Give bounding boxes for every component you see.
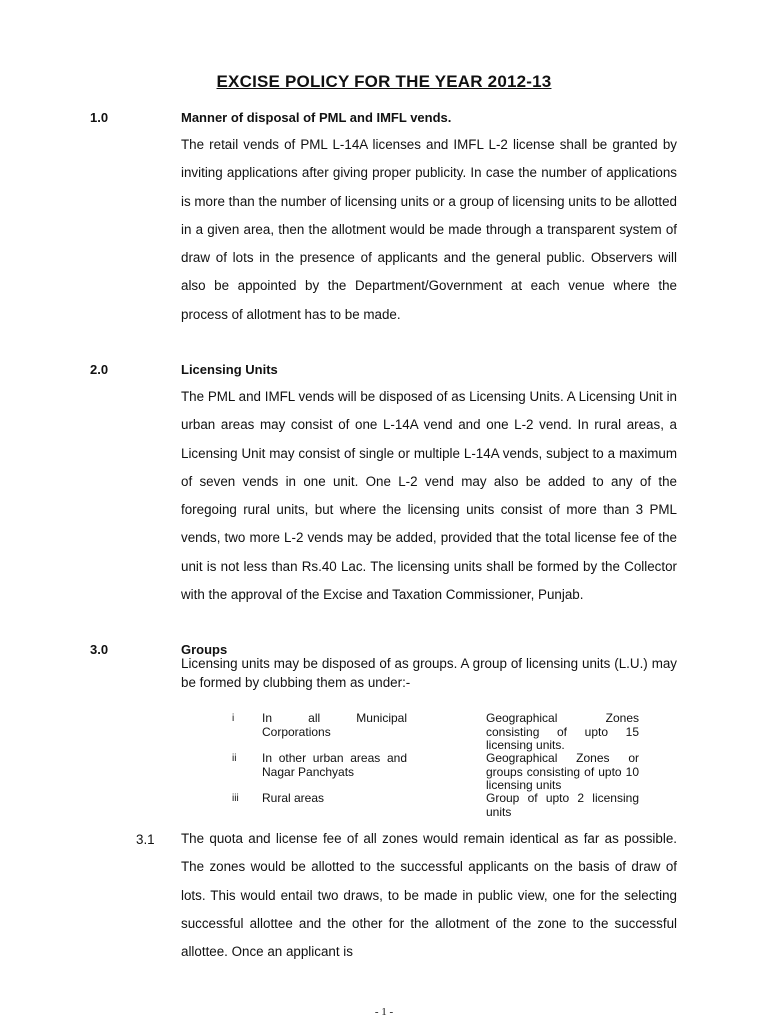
group-row-index: iii	[232, 793, 239, 804]
section-2-number: 2.0	[90, 362, 109, 377]
group-row-area: In all Municipal Corporations	[262, 711, 407, 739]
section-2-text: The PML and IMFL vends will be disposed of as Licensing Units. A Licensing Unit in urban areas may consist of one L-14A vend and one L-2 vend. In rural areas, a Licensing Unit may consist of single or multiple L-14A vends, subject to a maximum of seven vends in one unit. One L-2 vend may also be added to any of the foregoing rural units, but where the licensing units consist of more than 3 PML vends, two more L-2 vends may be added, provided that the total license fee of the unit is not less than Rs.40 Lac. The licensing units shall be formed by the Collector with the approval of the Excise and Taxation Commissioner, Punjab.	[181, 389, 677, 603]
group-row-formation: Geographical Zones or groups consisting of upto 10 licensing units	[486, 751, 639, 792]
group-row-index: ii	[232, 753, 237, 764]
section-2-heading: Licensing Units	[181, 362, 278, 377]
section-1-text: The retail vends of PML L-14A licenses and IMFL L-2 license shall be granted by inviting applications after giving proper publicity. In case the number of applications is more than the number of licensing units or a group of licensing units to be allotted in a given area, then the allotment would be made through a transparent system of draw of lots in the presence of applicants and the general public. Observers will also be appointed by the Department/Government at each venue where the process of allotment has to be made.	[181, 137, 677, 322]
section-3-1-text: The quota and license fee of all zones would remain identical as far as possible. The zones would be allotted to the successful applicants on the basis of draw of lots. This would entail two draws, to be made in public view, one for the selecting successful allottee and the other for the allotment of the zone to the successful allottee. Once an applicant is	[181, 831, 677, 960]
group-row-formation: Geographical Zones consisting of upto 15 licensing units.	[486, 711, 639, 752]
section-1-heading: Manner of disposal of PML and IMFL vends.	[181, 110, 452, 125]
group-row-area: In other urban areas and Nagar Panchyats	[262, 751, 407, 779]
section-1-number: 1.0	[90, 110, 109, 125]
section-3-number: 3.0	[90, 642, 109, 657]
document-title: EXCISE POLICY FOR THE YEAR 2012-13	[216, 72, 552, 91]
section-3-heading: Groups	[181, 642, 228, 657]
group-row-formation: Group of upto 2 licensing units	[486, 791, 639, 819]
group-row-area: Rural areas	[262, 791, 325, 805]
page-number: - 1 -	[374, 1006, 394, 1018]
group-row-index: i	[232, 713, 235, 724]
section-3-text: Licensing units may be disposed of as groups. A group of licensing units (L.U.) may be formed by clubbing them as under:-	[181, 656, 677, 690]
section-3-1-number: 3.1	[136, 832, 155, 847]
